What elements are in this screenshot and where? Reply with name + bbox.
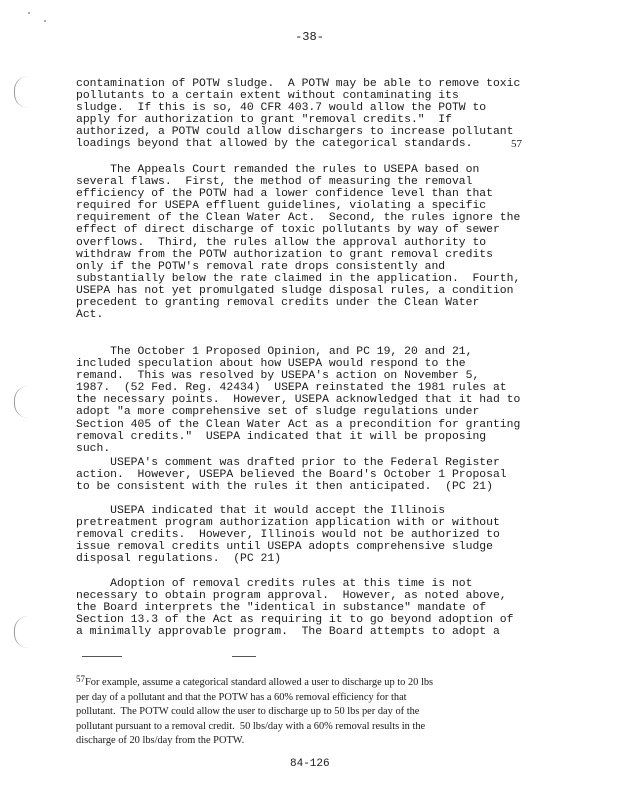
- paragraph-5: USEPA indicated that it would accept the Illinois pretreatment program authorization application with or without removal credits. However, Illinois would not be authorized to issue removal credits until USEPA adopts comprehensive sludge disposal regulations. (PC 21): [76, 505, 500, 566]
- binder-hole-bottom: [14, 616, 29, 648]
- scan-speck: [44, 20, 46, 22]
- footnote-reference: 57: [511, 138, 522, 150]
- paragraph-2: The Appeals Court remanded the rules to USEPA based on several flaws. First, the method of measuring the removal efficiency of the POTW had a lower confidence level than that required for USEPA effluent guidelines, violating a specific requirement of the Clean Water Act. Second, the rules ignore the effect of direct discharge of toxic pollutants by way of sewer overflows. Third, the rules allow the approval authority to withdraw from the POTW authorization to grant removal credits only if the POTW's removal rate drops consistently and substantially below the rate claimed in the application. Fourth, USEPA has not yet promulgated sludge disposal rules, a condition precedent to granting removal credits under the Clean Water Act.: [76, 164, 521, 322]
- binder-hole-top: [14, 76, 29, 108]
- scan-speck: [28, 12, 30, 14]
- paragraph-1: contamination of POTW sludge. A POTW may be able to remove toxic pollutants to a certain extent without contaminating its sludge. If this is so, 40 CFR 403.7 would allow the POTW to apply for authorization to grant "removal credits." If authorized, a POTW could allow dischargers to increase pollutant loadings beyond that allowed by the categorical standards.: [76, 78, 521, 151]
- paragraph-4: USEPA's comment was drafted prior to the Federal Register action. However, USEPA believed the Board's October 1 Proposal to be consistent with the rules it then anticipated. (PC 21): [76, 457, 507, 494]
- paragraph-6: Adoption of removal credits rules at this time is not necessary to obtain program approval. However, as noted above, the Board interprets the "identical in substance" mandate of Section 13.3 of the Act as requiring it to go beyond adoption of a minimally approvable program. The Board attempts to adopt a: [76, 578, 514, 639]
- footnote-separator: [232, 656, 256, 657]
- bottom-page-number: 84-126: [290, 758, 330, 770]
- footnote-separator: [82, 656, 122, 657]
- footnote-text: For example, assume a categorical standard allowed a user to discharge up to 20 lbs per day of a pollutant and that the POTW has a 60% removal efficiency for that pollutant. The POTW could allow the user to discharge up to 50 lbs per day of the pollutant pursuant to a removal credit. 50 lbs/day with a 60% removal results in the discharge of 20 lbs/day from the POTW.: [76, 677, 434, 747]
- footnote-number: 57: [76, 674, 85, 684]
- footnote: [76, 672, 550, 749]
- page-number: -38-: [295, 30, 324, 44]
- binder-hole-middle: [14, 386, 29, 418]
- paragraph-3: The October 1 Proposed Opinion, and PC 19, 20 and 21, included speculation about how USEPA would respond to the remand. This was resolved by USEPA's action on November 5, 1987. (52 Fed. Reg. 42434) USEPA reinstated the 1981 rules at the necessary points. However, USEPA acknowledged that it had to adopt "a more comprehensive set of sludge regulations under Section 405 of the Clean Water Act as a precondition for granting removal credits." USEPA indicated that it will be proposing such.: [76, 346, 521, 455]
